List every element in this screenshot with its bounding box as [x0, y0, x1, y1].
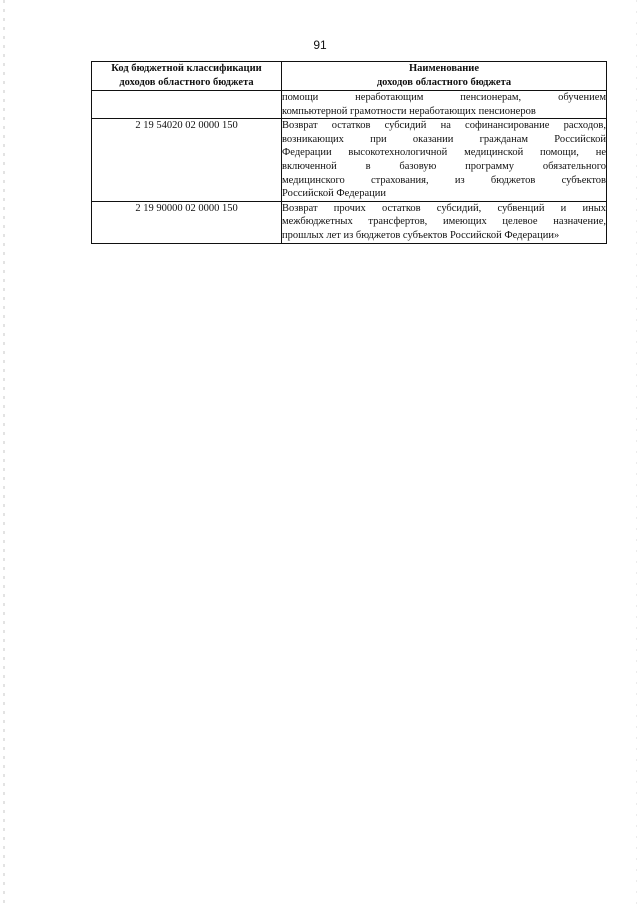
row-name [282, 91, 607, 119]
row-code [92, 91, 282, 119]
row-name-line: Российской Федерации [282, 188, 386, 200]
scan-edge-right [636, 0, 637, 905]
row-name-line: прошлых лет из бюджетов субъектов Российской Федерации» [282, 229, 560, 241]
table-row [92, 119, 607, 202]
header-code-line: Код бюджетной классификации [111, 63, 262, 74]
table-row [92, 91, 607, 119]
header-name-line: доходов областного бюджета [376, 77, 512, 88]
header-code-line: доходов областного бюджета [119, 77, 254, 88]
row-name [282, 119, 607, 202]
row-code: 2 19 54020 02 0000 150 [92, 119, 282, 202]
row-name-line: Возврат остатков субсидий на софинансирование расходов, [282, 120, 606, 132]
row-name-line: возникающих при оказании гражданам Российской [282, 133, 606, 145]
scan-edge-left [3, 0, 5, 905]
row-name-line: Возврат прочих остатков субсидий, субвенций и иных [282, 202, 606, 214]
row-name-line: медицинского страхования, из бюджетов субъектов [282, 174, 606, 186]
row-name-line: включенной в базовую программу обязательного [282, 160, 606, 172]
row-name-line: помощи неработающим пенсионерам, обучением [282, 92, 606, 103]
row-code: 2 19 90000 02 0000 150 [92, 201, 282, 243]
header-code [92, 62, 282, 91]
row-name-line: межбюджетных трансфертов, имеющих целевое назначение, [282, 216, 606, 228]
budget-income-table [91, 61, 607, 244]
header-name-line: Наименование [409, 63, 479, 74]
row-name [282, 201, 607, 243]
table-header-row [92, 62, 607, 91]
row-name-line: Федерации высокотехнологичной медицинской помощи, не [282, 147, 606, 159]
row-name-line: компьютерной грамотности неработающих пенсионеров [282, 105, 536, 117]
header-name [282, 62, 607, 91]
table-row [92, 201, 607, 243]
page-number: 91 [313, 38, 327, 52]
